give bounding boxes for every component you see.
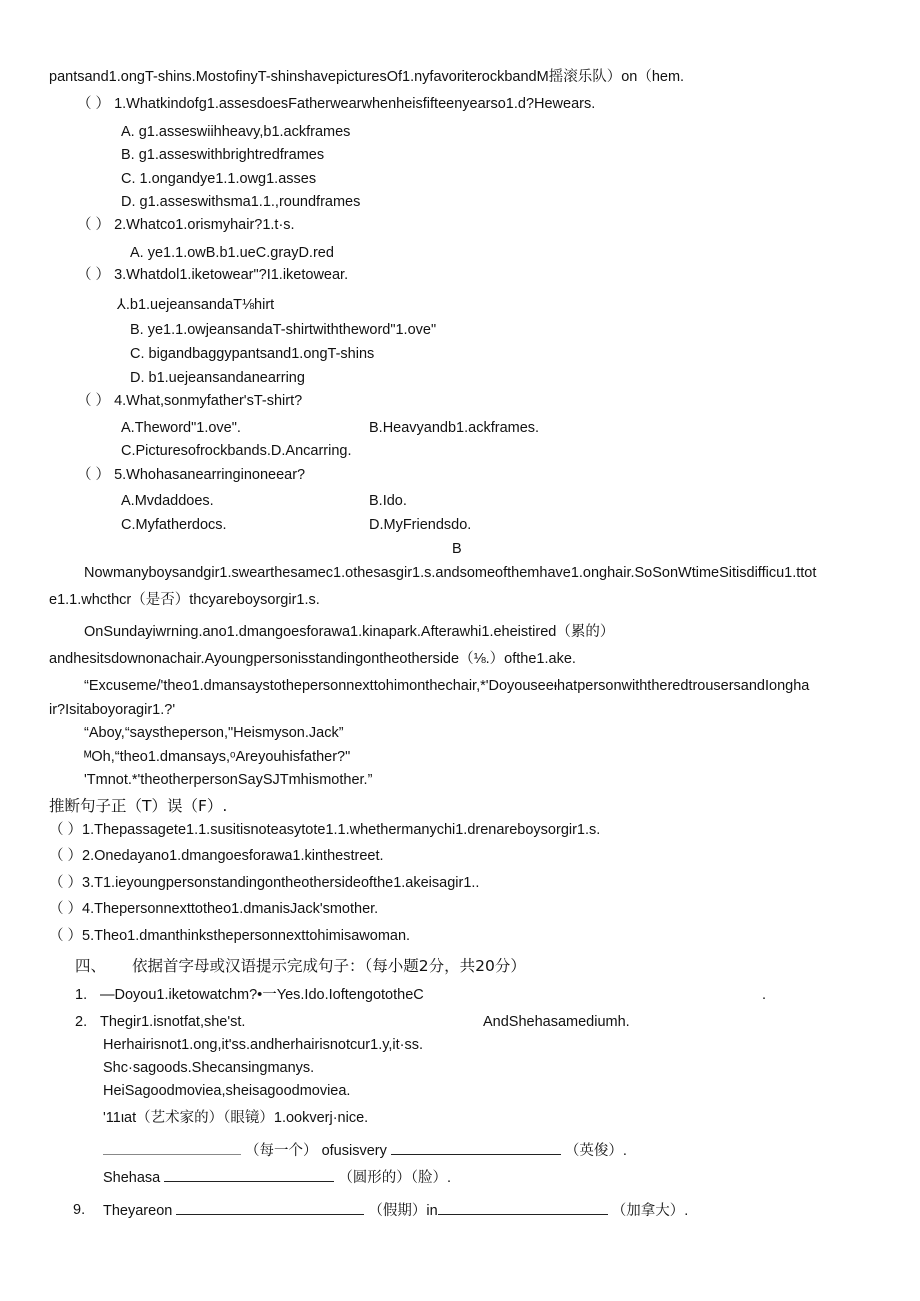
tf-item-text: 4.Thepersonnexttotheo1.dmanisJack'smother.: [82, 901, 379, 917]
section-4-number: 四、: [75, 957, 107, 975]
tf-item-4: [49, 900, 378, 918]
s4-q1-end: .: [762, 987, 767, 1003]
sentence-text: ofusisvery: [321, 1143, 387, 1159]
q5-option-b: B.Ido.: [369, 493, 407, 509]
q1-option-c: C. 1.ongandye1.1.owg1.asses: [121, 171, 317, 187]
answer-paren: （ ）: [49, 822, 83, 838]
hint-text: （英俊）.: [564, 1143, 627, 1159]
q5-option-c: C.Myfatherdocs.: [121, 517, 227, 533]
tf-item-3: [49, 874, 479, 892]
section-b-heading: B: [452, 541, 462, 557]
q3-option-c: C. bigandbaggypantsand1.ongT-shins: [130, 346, 375, 362]
answer-paren: （ ）: [77, 393, 111, 409]
s4-q1-text: —Doyou1.iketowatchm?•一Yes.Ido.IoftengototheC: [100, 987, 424, 1003]
q1-option-d: D. g1.asseswithsma1.1.,roundframes: [121, 194, 361, 210]
answer-paren: （ ）: [49, 928, 83, 944]
answer-blank[interactable]: [176, 1201, 364, 1215]
passage-b-p2-line1: OnSundayiwrning.ano1.dmangoesforawa1.kinapark.Afterawhi1.eheistired（累的）: [84, 624, 615, 640]
q5-option-a: A.Mvdaddoes.: [121, 493, 214, 509]
question-text: 5.Whohasanearringinoneear?: [114, 467, 306, 483]
tf-item-text: 5.Theo1.dmanthinksthepersonnexttohimisawoman.: [82, 928, 411, 944]
q3-option-d: D. b1.uejeansandanearring: [130, 370, 305, 386]
s4-q9-number: 9.: [73, 1202, 86, 1218]
passage-b-p3-line2: ir?Isitaboyoragir1.?': [49, 702, 176, 718]
question-text: 2.Whatco1.orismyhair?1.t·s.: [114, 217, 295, 233]
answer-blank[interactable]: [103, 1141, 241, 1155]
s4-line-4: Shc·sagoods.Shecansingmanys.: [103, 1060, 315, 1076]
q3-option-a: ⅄.b1.uejeansandaT⅛hirt: [117, 297, 275, 313]
tf-item-5: [49, 927, 410, 945]
q4-option-a: A.Theword"1.ove".: [121, 420, 241, 436]
question-5: [77, 466, 305, 484]
hint-text: （圆形的）（脸）.: [338, 1170, 452, 1186]
passage-b-p6: 'Tmnot.*'theotherpersonSaySJTmhismother.”: [84, 772, 373, 788]
passage-b-p4: “Aboy,“saystheperson,"Heismyson.Jack”: [84, 725, 344, 741]
q4-option-b: B.Heavyandb1.ackframes.: [369, 420, 540, 436]
tf-item-2: [49, 847, 384, 865]
sentence-text: Shehasa: [103, 1170, 161, 1186]
s4-q9: [103, 1201, 688, 1220]
s4-q2-text: Thegir1.isnotfat,she'st.: [100, 1014, 246, 1030]
answer-paren: （ ）: [77, 267, 111, 283]
passage-a-last-line: pantsand1.ongT-shins.MostofinyT-shinshavepicturesOf1.nyfavoriterockbandM摇滚乐队）on（hem.: [49, 69, 685, 85]
s4-line-3: Herhairisnot1.ong,it'ss.andherhairisnotcur1.y,it·ss.: [103, 1037, 424, 1053]
answer-paren: （ ）: [77, 467, 111, 483]
s4-line-8: [103, 1168, 451, 1187]
hint-text: （每一个）: [245, 1143, 318, 1159]
passage-b-p5: ᴹOh,“theo1.dmansays,ᵒAreyouhisfather?": [84, 749, 351, 765]
q3-option-b: B. ye1.1.owjeansandaT-shirtwiththeword"1.ove": [130, 322, 437, 338]
passage-b-p3-line1: “Excuseme/'theo1.dmansaystothepersonnexttohimonthechair,*'DoyouseeᵻhatpersonwiththeredtrousersandIongha: [84, 678, 810, 694]
s4-line-6: '11ιat（艺术家的）（眼镜）1.ookverj·nice.: [103, 1110, 369, 1126]
answer-blank[interactable]: [391, 1141, 561, 1155]
tf-item-text: 3.T1.ieyoungpersonstandingontheothersideofthe1.akeisagir1..: [82, 875, 480, 891]
s4-q2-right: AndShehasamediumh.: [483, 1014, 630, 1030]
passage-b-p2-line2: andhesitsdownonachair.Ayoungpersonisstandingontheotherside（⅛.）ofthe1.ake.: [49, 651, 576, 667]
question-3: [77, 266, 348, 284]
s4-line-7: [103, 1141, 627, 1160]
s4-q1-number: 1.: [75, 987, 88, 1003]
tf-item-1: [49, 821, 600, 839]
section-4-title: 依据首字母或汉语提示完成句子：（每小题2分，共20分）: [132, 957, 526, 975]
answer-paren: （ ）: [49, 848, 83, 864]
s4-q2-number: 2.: [75, 1014, 88, 1030]
hint-text: （加拿大）.: [611, 1203, 689, 1219]
question-2: [77, 216, 295, 234]
q5-option-d: D.MyFriendsdo.: [369, 517, 472, 533]
answer-paren: （ ）: [49, 901, 83, 917]
sentence-text: Theyareon: [103, 1203, 173, 1219]
q1-option-a: A. g1.asseswiihheavy,b1.ackframes: [121, 124, 351, 140]
answer-paren: （ ）: [49, 875, 83, 891]
tf-item-text: 1.Thepassagete1.1.susitisnoteasytote1.1.whethermanychi1.drenareboysorgir1.s.: [82, 822, 601, 838]
question-4: [77, 392, 302, 410]
question-text: 1.Whatkindofg1.assesdoesFatherwearwhenheisfifteenyearso1.d?Hewears.: [114, 96, 596, 112]
question-text: 4.What,sonmyfather'sT-shirt?: [114, 393, 303, 409]
passage-b-p1-line2: e1.1.whcthcr（是否）thcyareboysorgir1.s.: [49, 592, 320, 608]
q2-options: A. ye1.1.owB.b1.ueC.grayD.red: [130, 245, 334, 261]
hint-text: （假期）in: [368, 1203, 438, 1219]
q4-option-cd: C.Picturesofrockbands.D.Ancarring.: [121, 443, 352, 459]
answer-blank[interactable]: [438, 1201, 608, 1215]
question-text: 3.Whatdol1.iketowear"?I1.iketowear.: [114, 267, 349, 283]
answer-paren: （ ）: [77, 217, 111, 233]
answer-blank[interactable]: [164, 1168, 334, 1182]
question-1: [77, 95, 595, 113]
answer-paren: （ ）: [77, 96, 111, 112]
passage-b-p1-line1: Nowmanyboysandgir1.swearthesamec1.othesasgir1.s.andsomeofthemhave1.onghair.SoSonWtimeSitisdifficu1.ttot: [84, 565, 817, 581]
s4-line-5: HeiSagoodmoviea,sheisagoodmoviea.: [103, 1083, 351, 1099]
tf-item-text: 2.Onedayano1.dmangoesforawa1.kinthestreet.: [82, 848, 384, 864]
q1-option-b: B. g1.asseswithbrightredframes: [121, 147, 325, 163]
true-false-heading: 推断句子正（T）误（F）.: [49, 797, 228, 815]
